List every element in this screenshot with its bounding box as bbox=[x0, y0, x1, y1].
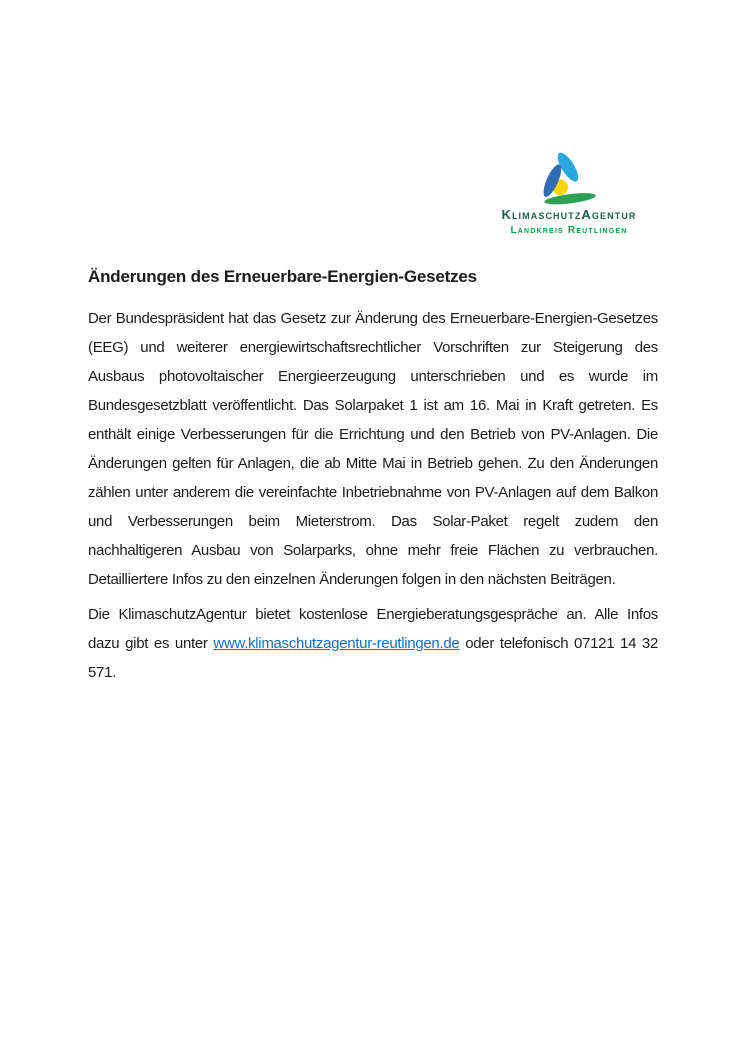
article-paragraph-1: Der Bundespräsident hat das Gesetz zur Änderung des Erneuerbare-Energien-Gesetzes (EEG) und weiterer energiewirtschaftsrechtlicher Vorschriften zur Steigerung des Ausbaus photovoltaischer Energieerzeugung unterschrieben und es wurde im Bundesgesetzblatt veröffentlicht. Das Solarpaket 1 ist am 16. Mai in Kraft getreten. Es enthält einige Verbesserungen für die Errichtung und den Betrieb von PV-Anlagen. Die Änderungen gelten für Anlagen, die ab Mitte Mai in Betrieb gehen. Zu den Änderungen zählen unter anderem die vereinfachte Inbetriebnahme von PV-Anlagen auf dem Balkon und Verbesserungen beim Mieterstrom. Das Solar-Paket regelt zudem den nachhaltigeren Ausbau von Solarparks, ohne mehr freie Flächen zu verbrauchen. Detailliertere Infos zu den einzelnen Änderungen folgen in den nächsten Beiträgen. bbox=[88, 310, 658, 588]
logo-org-name: KlimaschutzAgentur bbox=[501, 207, 637, 222]
logo-mark-icon bbox=[541, 150, 597, 206]
article-paragraph-2 bbox=[88, 600, 658, 687]
paragraph-2-text-before-link: Die KlimaschutzAgentur bietet kostenlose Energieberatungsgespräche an. Alle Infos dazu gibt es unter bbox=[88, 606, 658, 652]
logo-org-subtitle: Landkreis Reutlingen bbox=[510, 225, 628, 236]
website-link[interactable]: www.klimaschutzagentur-reutlingen.de bbox=[213, 635, 460, 652]
article-title: Änderungen des Erneuerbare-Energien-Gesetzes bbox=[88, 267, 477, 286]
article-body bbox=[88, 266, 658, 693]
paragraph-2-text-after-link: oder telefonisch 07121 14 32 571. bbox=[88, 635, 659, 681]
klimaschutzagentur-logo bbox=[476, 150, 662, 237]
